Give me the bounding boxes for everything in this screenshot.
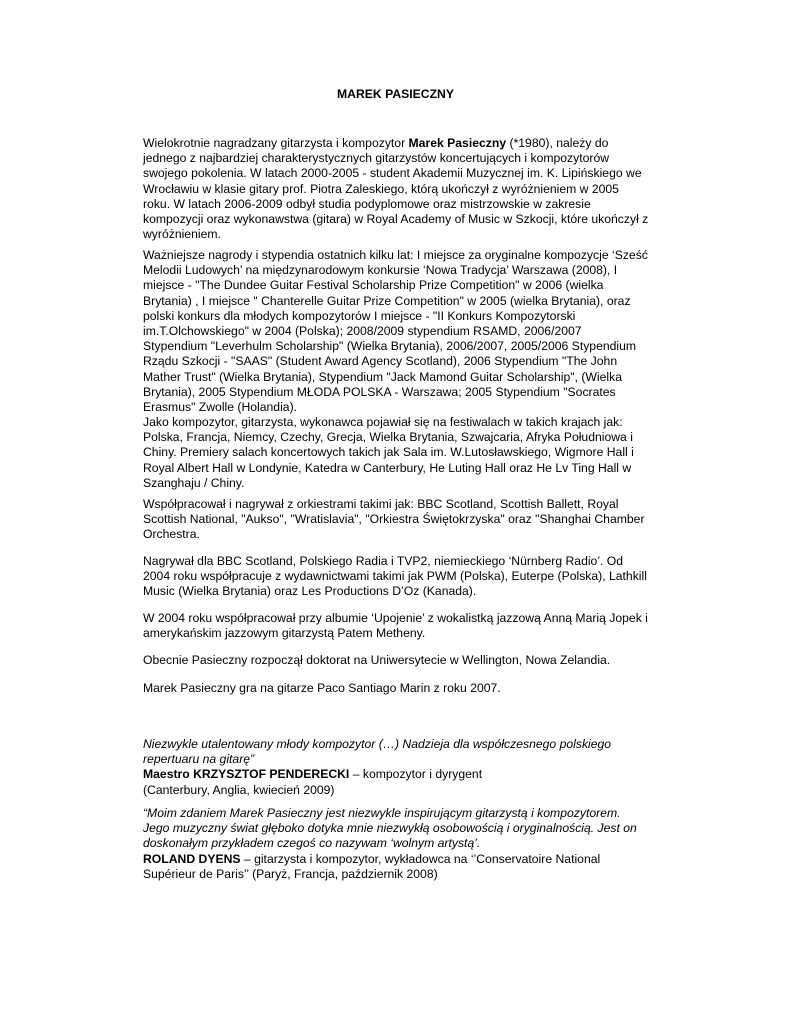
quote-attribution — [143, 852, 658, 867]
quote-place: (Canterbury, Anglia, kwiecień 2009) — [143, 782, 335, 797]
awards-line: Erasmus" Zwolle (Holandia). — [143, 400, 298, 415]
quote-penderecki — [143, 737, 658, 798]
orchestras-line: Współpracował i nagrywał z orkiestrami takimi jak: BBC Scotland, Scottish Ballett, Royal — [143, 497, 619, 511]
awards-line: Stypendium "Leverhulm Scholarship" (Wielka Brytania), 2006/2007, 2005/2006 Stypendium — [143, 339, 637, 354]
awards-line: im.T.Olchowskiego" w 2004 (Polska); 2008/2009 stypendium RSAMD, 2006/2007 — [143, 324, 582, 339]
festivals-line: Szanghaju / Chiny. — [143, 475, 245, 490]
album-paragraph — [143, 611, 658, 641]
guitar-paragraph — [143, 681, 658, 696]
awards-line: Brytania) , I miejsce " Chanterelle Guitar Prize Competition" w 2005 (wielka Brytania), oraz — [143, 293, 631, 308]
intro-line: roku. W latach 2006-2009 odbył studia podyplomowe oraz mistrzowskie w zakresie — [143, 196, 591, 211]
awards-paragraph — [143, 248, 658, 415]
festivals-paragraph — [143, 415, 658, 491]
orchestras-paragraph — [143, 497, 658, 543]
doctorate-line: Obecnie Pasieczny rozpoczął doktorat na Uniwersytecie w Wellington, Nowa Zelandia. — [143, 653, 611, 667]
intro-line: jednego z najbardziej charakterystycznych gitarzystów koncertujących i kompozytorów — [143, 151, 610, 166]
awards-line: Brytania), 2005 Stypendium MŁODA POLSKA - Warszawa; 2005 Stypendium "Socrates — [143, 384, 616, 399]
orchestras-line: Orchestra. — [143, 527, 200, 542]
awards-line: miejsce - "The Dundee Guitar Festival Scholarship Prize Competition" w 2006 (wielka — [143, 278, 604, 293]
awards-line: polski konkurs dla młodych kompozytorów I miejsce - "II Konkurs Kompozytorski — [143, 308, 576, 323]
intro-text: Wielokrotnie nagradzany gitarzysta i kompozytor — [143, 136, 409, 150]
quote-text: Niezwykle utalentowany młody kompozytor (…) Nadzieja dla współczesnego polskiego — [143, 737, 612, 751]
intro-line: swojego pokolenia. W latach 2000-2005 - student Akademii Muzycznej im. K. Lipińskiego we — [143, 166, 642, 181]
quote-attribution — [143, 767, 658, 782]
quote-text: Jego muzyczny świat głęboko dotyka mnie niezwykłą osobowością i oryginalnością. Jest on — [143, 821, 637, 836]
intro-paragraph — [143, 136, 658, 242]
intro-line: Wrocławiu w klasie gitary prof. Piotra Zaleskiego, którą ukończył z wyróżnieniem w 2005 — [143, 181, 619, 196]
quote-text: doskonałym przykładem czegoś co nazywam ‘wolnym artystą’. — [143, 836, 481, 851]
festivals-line: Jako kompozytor, gitarzysta, wykonawca pojawiał się na festiwalach w takich krajach jak: — [143, 415, 623, 429]
awards-line: Melodii Ludowych’ na międzynarodowym konkursie ‘Nowa Tradycja’ Warszawa (2008), I — [143, 263, 618, 278]
awards-line: Ważniejsze nagrody i stypendia ostatnich kilku lat: I miejsce za oryginalne kompozycje ‘Sześć — [143, 248, 648, 262]
album-line: W 2004 roku współpracował przy albumie ‘Upojenie’ z wokalistką jazzową Anną Marią Jopek i — [143, 611, 648, 625]
quote-text: repertuaru na gitarę” — [143, 752, 255, 767]
festivals-line: Royal Albert Hall w Londynie, Katedra w Canterbury, He Luting Hall oraz He Lv Ting Hall w — [143, 460, 632, 475]
page-title: MAREK PASIECZNY — [337, 87, 454, 101]
guitar-line: Marek Pasieczny gra na gitarze Paco Santiago Marin z roku 2007. — [143, 681, 501, 695]
intro-line: wyróżnieniem. — [143, 227, 221, 242]
recordings-paragraph — [143, 554, 658, 600]
quote-author-role: – kompozytor i dyrygent — [349, 767, 483, 782]
quote-author-role: – gitarzysta i kompozytor, wykładowca na ‘’Conservatoire National — [240, 851, 601, 866]
doctorate-paragraph — [143, 653, 658, 668]
quote-text: “Moim zdaniem Marek Pasieczny jest niezwykle inspirującym gitarzystą i kompozytorem. — [143, 806, 621, 820]
intro-line: kompozycji oraz wykonawstwa (gitara) w Royal Academy of Music w Szkocji, które ukończył z — [143, 212, 649, 227]
artist-name: Marek Pasieczny — [408, 136, 507, 150]
quote-author: Maestro KRZYSZTOF PENDERECKI — [143, 767, 350, 782]
intro-text: (*1980), należy do — [506, 136, 609, 150]
awards-line: Mather Trust" (Wielka Brytania), Stypendium "Jack Mamond Guitar Scholarship", (Wielka — [143, 369, 622, 384]
orchestras-line: Scottish National, "Aukso", "Wratislavia", "Orkiestra Świętokrzyska" oraz "Shanghai Chamber — [143, 512, 645, 527]
quote-author: ROLAND DYENS — [143, 851, 241, 866]
recordings-line: 2004 roku współpracuje z wydawnictwami takimi jak PWM (Polska), Euterpe (Polska), Lathkill — [143, 569, 647, 584]
festivals-line: Chiny. Premiery salach koncertowych takich jak Sala im. W.Lutosławskiego, Wigmore Hall i — [143, 445, 634, 460]
awards-line: Rządu Szkocji - "SAAS" (Student Award Agency Scotland), 2006 Stypendium "The John — [143, 354, 618, 369]
album-line: amerykańskim jazzowym gitarzystą Patem Metheny. — [143, 626, 426, 641]
quote-dyens — [143, 806, 658, 882]
intro-line — [143, 136, 658, 151]
recordings-line: Nagrywał dla BBC Scotland, Polskiego Radia i TVP2, niemieckiego ‘Nürnberg Radio’. Od — [143, 554, 624, 568]
recordings-line: Music (Wielka Brytania) oraz Les Productions D’Oz (Kanada). — [143, 584, 477, 599]
festivals-line: Polska, Francja, Niemcy, Czechy, Grecja, Wielka Brytania, Szwajcaria, Afryka Południowa i — [143, 430, 633, 445]
quote-author-role-cont: Supérieur de Paris’’ (Paryż, Francja, październik 2008) — [143, 866, 438, 881]
